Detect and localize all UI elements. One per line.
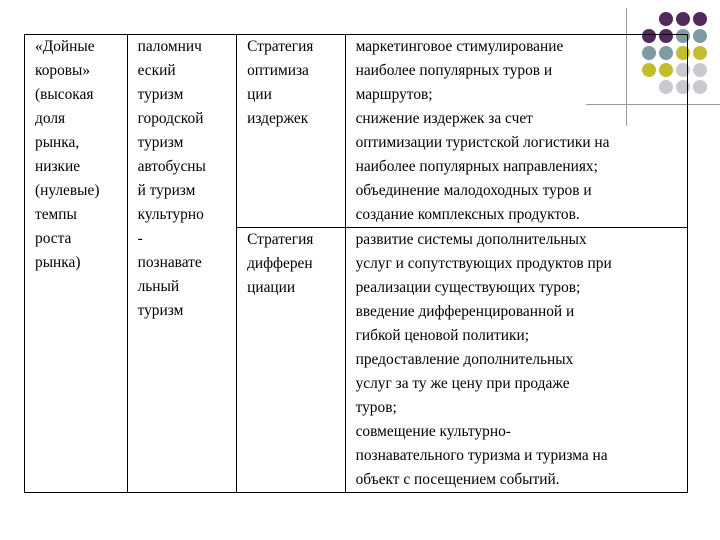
text-line: оптимиза: [247, 62, 309, 79]
text-line: (нулевые): [35, 182, 100, 199]
text-line: циации: [247, 279, 296, 296]
decorative-dot: [693, 12, 707, 26]
text-line: льный: [137, 278, 180, 295]
text-line: Стратегия: [247, 38, 314, 55]
text-line: объект с посещением событий.: [355, 471, 560, 488]
text-line: городской: [137, 110, 204, 127]
text-line: гибкой ценовой политики;: [355, 327, 529, 344]
text-line: издержек: [247, 110, 309, 127]
text-line: ции: [247, 86, 272, 103]
table-row: [25, 35, 688, 228]
strategy-table: [24, 34, 688, 493]
text-line: реализации существующих туров;: [355, 279, 581, 296]
text-line: паломнич: [137, 38, 202, 55]
text-line: низкие: [35, 158, 81, 175]
strategy-differentiation-cell: [237, 228, 346, 493]
text-line: -: [137, 230, 143, 247]
decorative-dot: [676, 12, 690, 26]
text-line: введение дифференцированной и: [355, 303, 575, 320]
measures-differentiation-cell: [345, 228, 687, 493]
text-line: услуг за ту же цену при продаже: [355, 375, 570, 392]
text-line: маркетинговое стимулирование: [355, 38, 564, 55]
strategy-cost-optimization-cell: [237, 35, 346, 228]
text-line: рынка,: [35, 134, 80, 151]
text-line: автобусны: [137, 158, 206, 175]
text-line: совмещение культурно-: [355, 423, 511, 440]
tourism-types-cell: [127, 35, 237, 493]
portfolio-category-cell: [25, 35, 128, 493]
text-line: познавательного туризма и туризма на: [355, 447, 608, 464]
text-line: темпы: [35, 206, 77, 223]
text-line: наиболее популярных направлениях;: [355, 158, 598, 175]
text-line: роста: [35, 230, 72, 247]
text-line: рынка): [35, 254, 81, 271]
text-line: создание комплексных продуктов.: [355, 206, 580, 223]
decorative-dot: [693, 46, 707, 60]
text-line: предоставление дополнительных: [355, 351, 574, 368]
text-line: туризм: [137, 302, 184, 319]
text-line: доля: [35, 110, 66, 127]
text-line: туризм: [137, 86, 184, 103]
text-line: туризм: [137, 134, 184, 151]
decorative-dot: [659, 12, 673, 26]
text-line: (высокая: [35, 86, 94, 103]
decorative-dot: [693, 63, 707, 77]
text-line: Стратегия: [247, 231, 314, 248]
decorative-dot: [693, 29, 707, 43]
decorative-dot: [693, 80, 707, 94]
text-line: й туризм: [137, 182, 196, 199]
text-line: туров;: [355, 399, 397, 416]
text-line: услуг и сопутствующих продуктов при: [355, 255, 612, 272]
measures-cost-optimization-cell: [345, 35, 687, 228]
text-line: наиболее популярных туров и: [355, 62, 553, 79]
text-line: познавате: [137, 254, 202, 271]
text-line: снижение издержек за счет: [355, 110, 533, 127]
text-line: дифферен: [247, 255, 313, 272]
text-line: маршрутов;: [355, 86, 433, 103]
text-line: объединение малодоходных туров и: [355, 182, 592, 199]
text-line: развитие системы дополнительных: [355, 231, 587, 248]
text-line: оптимизации туристской логистики на: [355, 134, 610, 151]
text-line: «Дойные: [35, 38, 95, 55]
text-line: культурно: [137, 206, 204, 223]
text-line: коровы»: [35, 62, 91, 79]
text-line: еский: [137, 62, 176, 79]
